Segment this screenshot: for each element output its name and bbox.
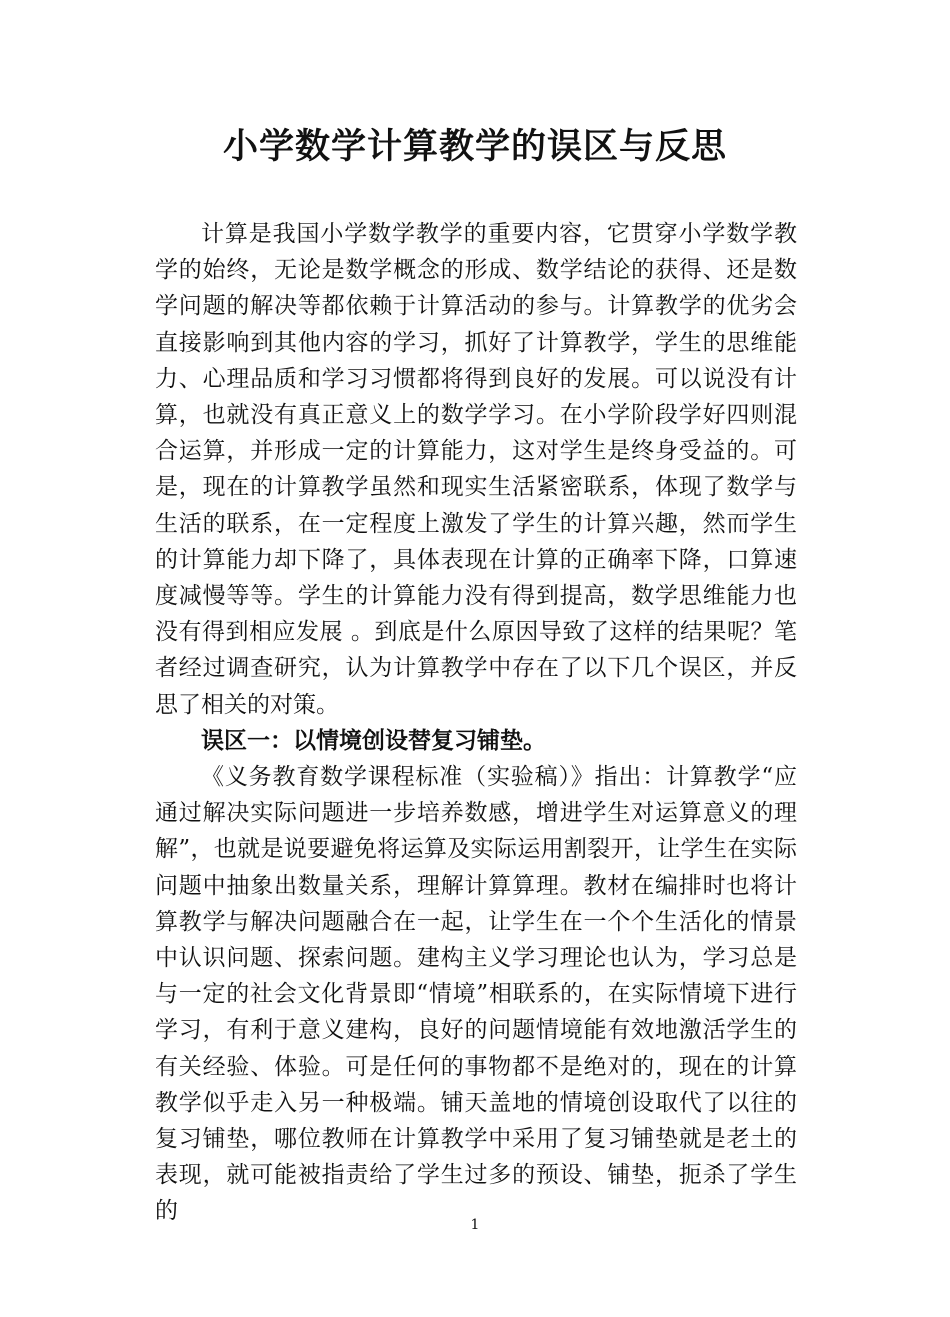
section-paragraph: 《义务教育数学课程标准（实验稿）》指出：计算教学“应通过解决实际问题进一步培养数感，增进学生对运算意义的理解”，也就是说要避免将运算及实际运用割裂开，让学生在实际问题中抽象出数量关系，理解计算算理。教材在编排时也将计算教学与解决问题融合在一起，让学生在一个个生活化的情景中认识问题、探索问题。建构主义学习理论也认为，学习总是与一定的社会文化背景即“情境”相联系的，在实际情境下进行学习，有利于意义建构，良好的问题情境能有效地激活学生的有关经验、体验。可是任何的事物都不是绝对的，现在的计算教学似乎走入另一种极端。铺天盖地的情境创设取代了以往的复习铺垫，哪位教师在计算教学中采用了复习铺垫就是老土的表现，就可能被指责给了学生过多的预设、铺垫，扼杀了学生的 bbox=[155, 764, 797, 1225]
intro-paragraph: 计算是我国小学数学教学的重要内容，它贯穿小学数学教学的始终，无论是数学概念的形成、数学结论的获得、还是数学问题的解决等都依赖于计算活动的参与。计算教学的优劣会直接影响到其他内容的学习，抓好了计算教学，学生的思维能力、心理品质和学习习惯都将得到良好的发展。可以说没有计算，也就没有真正意义上的数学学习。在小学阶段学好四则混合运算，并形成一定的计算能力，这对学生是终身受益的。可是，现在的计算教学虽然和现实生活紧密联系，体现了数学与生活的联系，在一定程度上激发了学生的计算兴趣，然而学生的计算能力却下降了，具体表现在计算的正确率下降，口算速度减慢等等。学生的计算能力没有得到提高，数学思维能力也没有得到相应发展 。到底是什么原因导致了这样的结果呢？笔者经过调查研究，认为计算教学中存在了以下几个误区，并反思了相关的对策。 bbox=[155, 221, 797, 718]
document-title: 小学数学计算教学的误区与反思 bbox=[222, 127, 727, 167]
section-heading: 误区一：以情境创设替复习铺垫。 bbox=[201, 727, 546, 754]
page-number: 1 bbox=[470, 1217, 480, 1233]
document-body bbox=[155, 216, 797, 1230]
